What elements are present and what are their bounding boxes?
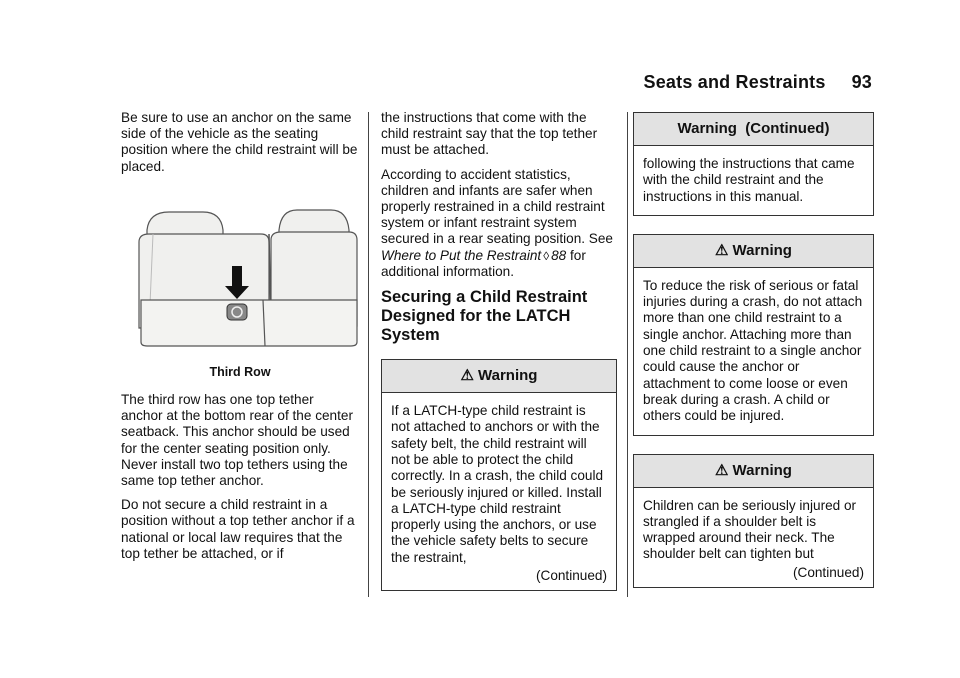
warning-box-header	[634, 235, 873, 268]
section-subheading: Securing a Child Restraint Designed for the LATCH System	[381, 288, 588, 345]
third-row-seat-illustration	[121, 200, 359, 350]
page-header	[644, 72, 873, 93]
warning-text: Children can be seriously injured or strangled if a shoulder belt is wrapped around their neck. The shoulder belt can tighten but	[643, 497, 857, 562]
paragraph-do-not-secure: Do not secure a child restraint in a position without a top tether anchor if a national or local law requires that the top tether be attached, or if	[121, 497, 355, 561]
warning-box-body	[382, 393, 616, 590]
warning-text: If a LATCH-type child restraint is not attached to anchors or with the safety belt, the child restraint will not be able to protect the child correctly. In a crash, the child could be seriously injured or killed. Install a LATCH-type child restraint properly using the anchors, or use the vehicle safety belts to secure the restraint,	[391, 403, 604, 565]
paragraph-instructions: the instructions that come with the child restraint say that the top tether must be attached.	[381, 110, 598, 158]
warning-box-body: following the instructions that came with the child restraint and the instructions in this manual.	[643, 156, 855, 204]
warning-box-continued	[633, 112, 874, 216]
warning-icon: ⚠	[460, 367, 474, 385]
column-divider-2	[627, 112, 628, 597]
warning-title: Warning	[478, 367, 538, 385]
column-3	[633, 112, 874, 588]
seat-drawing	[121, 200, 359, 350]
warning-box-header	[382, 360, 616, 393]
warning-title: Warning	[732, 241, 792, 259]
section-title: Seats and Restraints	[643, 72, 826, 92]
page-number: 93	[851, 72, 872, 92]
column-1	[121, 110, 359, 570]
warning-box-body	[634, 488, 873, 587]
warning-icon: ⚠	[715, 461, 729, 479]
cross-reference-link[interactable]: Where to Put the Restraint	[381, 247, 542, 263]
continued-label: (Continued)	[792, 564, 864, 580]
continued-label: (Continued)	[535, 568, 607, 583]
warning-box-shoulder-belt	[633, 454, 874, 588]
cross-reference-page[interactable]: 88	[551, 247, 567, 263]
column-2	[381, 110, 617, 591]
warning-icon: ⚠	[715, 241, 729, 259]
paragraph-third-row: The third row has one top tether anchor at the bottom rear of the center seatback. This anchor should be used for the center seating position only. Never install two top tethers using the same top tether anchor.	[121, 392, 353, 489]
warning-box-header: Warning (Continued)	[634, 113, 873, 146]
paragraph-accident-stats	[381, 167, 617, 280]
warning-box-single-anchor	[633, 234, 874, 436]
figure-caption: Third Row	[209, 364, 271, 379]
warning-box-body: To reduce the risk of serious or fatal injuries during a crash, do not attach more than one child restraint to a single anchor. Attaching more than one child restraint to a single anchor could cause the anchor or attachment to come loose or even break during a crash. A child or others could be injured.	[643, 277, 863, 424]
warning-box-header	[634, 455, 873, 488]
warning-box-latch	[381, 359, 617, 591]
accident-stats-text: According to accident statistics, children and infants are safer when properly restrained in a child restraint system or infant restraint system secured in a rear seating position. See	[381, 166, 613, 247]
page-ref-icon: ◊	[543, 248, 550, 263]
paragraph-anchor-side: Be sure to use an anchor on the same side of the vehicle as the seating position where the child restraint will be placed.	[121, 110, 358, 174]
accident-stats-tail: for additional information.	[381, 247, 586, 279]
column-divider-1	[368, 112, 369, 597]
warning-title: Warning	[732, 461, 792, 479]
